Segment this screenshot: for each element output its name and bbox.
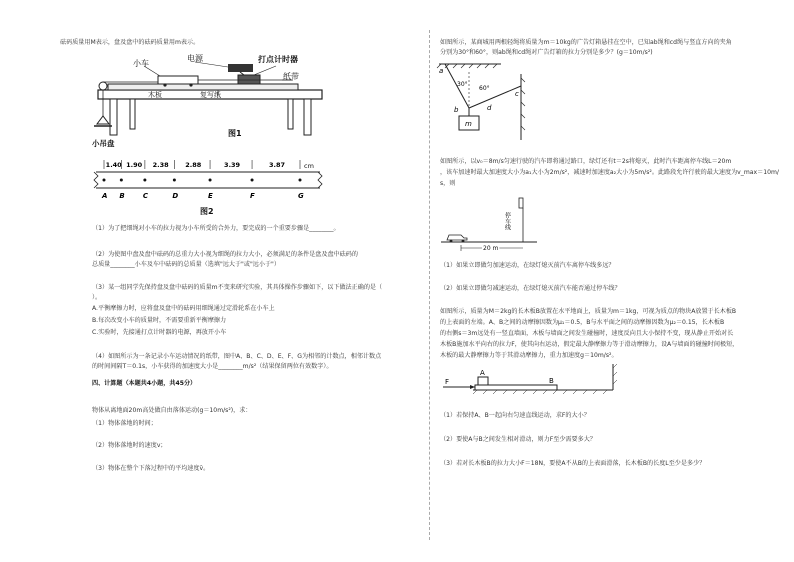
tape-distance-0: 1.40 bbox=[105, 161, 122, 169]
problem4-q3: （3）若对长木板B的拉力大小F＝18N，要使A不从B的上表面滑落，长木板B的长度L至少是多少？ bbox=[440, 460, 706, 467]
problem4-text-line1: 如图所示，质量为M＝2kg的长木板B放置在水平地面上，质量为m＝1kg，可视为质点的物块A放置于长木板B bbox=[440, 308, 737, 315]
figure-1-apparatus bbox=[88, 52, 338, 138]
figure-5-board-block bbox=[437, 360, 633, 402]
q4-text-line1: （4）如图所示为一条记录小车运动情况的纸带，图中A、B、C、D、E、F、G为相邻的计数点，相邻计数点 bbox=[92, 353, 382, 360]
q3-text-line1: （3）某一组同学先保持盘及盘中砝码的质量m不变来研究实验，其具体操作步骤如下，以下做法正确的是（ bbox=[92, 284, 383, 291]
problem3-q1: （1）如果立即做匀加速运动，在绿灯熄灭前汽车离停车线多远？ bbox=[440, 262, 615, 269]
problem4-q1: （1）若保持A、B一起向右匀速直线运动，求F的大小？ bbox=[440, 412, 590, 419]
q1-text: （1）为了把细绳对小车的拉力视为小车所受的合外力，要完成的一个重要步骤是________。 bbox=[92, 225, 340, 232]
board-b-label: B bbox=[549, 377, 554, 385]
q2-text-line1: （2）为使图中盘及盘中砝码的总重力大小视为细绳的拉力大小，必须满足的条件是盘及盘中砝码的 bbox=[92, 251, 358, 258]
tape-point-B: B bbox=[119, 192, 125, 200]
tape-dot-E bbox=[209, 179, 212, 182]
q3-option-b: B.每次改变小车的质量时，不需要重新平衡摩擦力 bbox=[92, 317, 227, 324]
problem4-text-line4: 木板B施加水平向右的拉力F，使其向右运动，假定最大静摩擦力等于滑动摩擦力，设A与墙面的碰撞时间极短， bbox=[440, 341, 739, 348]
angle-30: 30° bbox=[457, 81, 468, 88]
angle-60: 60° bbox=[479, 85, 490, 92]
point-b: b bbox=[454, 106, 459, 114]
label-tape: 纸带 bbox=[283, 72, 299, 81]
column-divider bbox=[429, 30, 430, 540]
q4-text-line2: 的时间间隔T＝0.1s，小车获得的加速度大小是________m/s²（结果保留两位有效数字）。 bbox=[92, 363, 333, 370]
problem2-text-line2: 分别为30°和60°，则ab绳和cd绳对广告灯箱的拉力分别是多少？(g＝10m/s²) bbox=[440, 49, 653, 56]
tape-point-C: C bbox=[142, 192, 149, 200]
box-mass: m bbox=[465, 120, 472, 128]
problem4-text-line2: 的上表面的左端。A、B之间的动摩擦因数为μ₁＝0.5，B与水平面之间的动摩擦因数为μ₂＝0.15，长木板B bbox=[440, 319, 725, 326]
tape-dot-F bbox=[251, 179, 254, 182]
section-heading: 四、计算题（本题共4小题，共45分） bbox=[92, 380, 197, 387]
tape-point-D: D bbox=[172, 192, 179, 200]
problem4-text-line5: 木板的最大静摩擦力等于其滑动摩擦力，重力加速度g＝10m/s²。 bbox=[440, 352, 618, 359]
q3-option-a: A.平衡摩擦力时，应将盘及盘中的砝码用细绳通过定滑轮系在小车上 bbox=[92, 305, 275, 312]
q2-text-line2: 总质量________小车及车中砝码的总质量（选填"远大于"或"远小于"） bbox=[92, 261, 280, 268]
intro-text: 砝码质量用M表示，盘及盘中的砝码质量用m表示。 bbox=[60, 39, 200, 46]
point-a: a bbox=[439, 67, 444, 75]
label-cart: 小车 bbox=[133, 59, 149, 68]
tape-dot-D bbox=[173, 179, 176, 182]
tape-distance-5: 3.87 bbox=[269, 161, 286, 169]
tape-dot-B bbox=[120, 179, 123, 182]
tape-point-A: A bbox=[102, 192, 108, 200]
label-paper: 复写纸 bbox=[200, 91, 221, 99]
tape-point-E: E bbox=[208, 192, 213, 200]
force-label: F bbox=[445, 378, 450, 386]
block-a-label: A bbox=[480, 369, 485, 377]
problem1-q3: （3）物体在整个下落过程中的平均速度v̄。 bbox=[92, 465, 210, 472]
q3-option-c: C.实验时，先接通打点计时器的电源，再放开小车 bbox=[92, 329, 227, 336]
problem2-text-line1: 如图所示，某商城用两根轻绳将质量为m＝10kg的广告灯箱悬挂在空中，已知ab绳和cd绳与竖直方向的夹角 bbox=[440, 39, 732, 46]
figure-2-tape bbox=[92, 158, 324, 220]
right-column bbox=[431, 0, 794, 562]
tape-unit: cm bbox=[304, 162, 314, 170]
tape-point-G: G bbox=[298, 192, 304, 200]
tape-distance-4: 3.39 bbox=[224, 161, 241, 169]
tape-point-F: F bbox=[250, 192, 255, 200]
problem3-text-line2: ，该车加速时最大加速度大小为a₁大小为2m/s²，减速时加速度a₂大小为5m/s²。此路段允许行驶的最大速度为v_max＝10m/ bbox=[440, 169, 779, 176]
q3-text-line2: ）。 bbox=[92, 294, 102, 301]
figure-4-car-road bbox=[439, 196, 539, 254]
problem3-text-line3: s，则 bbox=[440, 180, 456, 187]
problem4-q2: （2）要使A与B之间发生相对滑动，则力F至少需要多大？ bbox=[440, 436, 596, 443]
point-c: c bbox=[515, 90, 519, 98]
tape-distance-2: 2.38 bbox=[152, 161, 169, 169]
point-d: d bbox=[487, 104, 492, 112]
tape-dot-A bbox=[103, 179, 106, 182]
problem4-text-line3: 的右侧s＝3m远处有一竖直墙面，木板与墙面之间发生碰撞时，速度反向且大小保持不变，现从静止开始对长 bbox=[440, 330, 734, 337]
tape-distance-1: 1.90 bbox=[126, 161, 143, 169]
problem3-text-line1: 如图所示，以v₀＝8m/s匀速行驶的汽车即将通过路口，绿灯还有t＝2s将熄灭，此时汽车距离停车线L＝20m bbox=[440, 158, 732, 165]
problem3-q2: （2）如果立即做匀减速运动，在绿灯熄灭前汽车能否通过停车线？ bbox=[440, 285, 621, 292]
tape-dot-C bbox=[143, 179, 146, 182]
distance-label: 20 m bbox=[483, 245, 499, 252]
problem1-q2: （2）物体落地时的速度v； bbox=[92, 442, 167, 449]
label-power: 电源 bbox=[187, 54, 203, 63]
stop-line-label: 停车线 bbox=[503, 212, 511, 230]
tape-dot-G bbox=[299, 179, 302, 182]
label-pan: 小吊盘 bbox=[92, 139, 115, 148]
figure-3-hanging-box bbox=[435, 58, 531, 144]
problem1-q1: （1）物体落地的时间； bbox=[92, 420, 157, 427]
label-board: 木板 bbox=[148, 91, 162, 99]
tape-distance-3: 2.88 bbox=[185, 161, 202, 169]
problem1-text: 物体从离地面20m高处做自由落体运动(g＝10m/s²)，求： bbox=[92, 407, 252, 414]
fig2-caption: 图2 bbox=[200, 207, 214, 216]
fig1-caption: 图1 bbox=[228, 129, 242, 138]
label-timer: 打点计时器 bbox=[258, 55, 298, 64]
